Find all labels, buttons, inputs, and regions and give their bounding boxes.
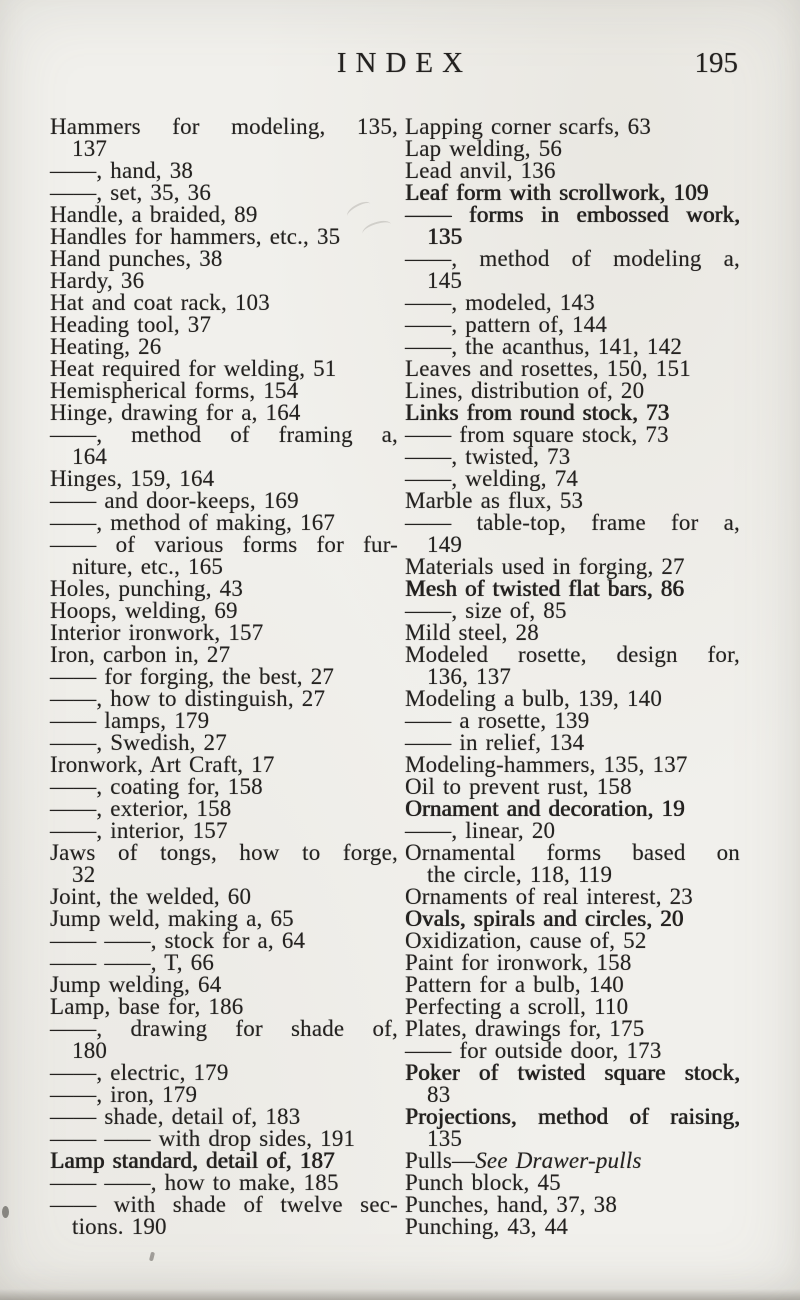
index-entry-line bbox=[50, 226, 398, 248]
index-entry-text: Lead anvil, 136 bbox=[405, 158, 556, 183]
index-entry-line bbox=[405, 886, 740, 908]
index-entry-line bbox=[50, 512, 398, 534]
index-entry-text: Marble as flux, 53 bbox=[405, 488, 584, 513]
page-number: 195 bbox=[694, 47, 738, 79]
index-entry-text: Heating, 26 bbox=[50, 334, 162, 359]
index-entry-line bbox=[50, 1128, 398, 1150]
index-entry-text: Oil to prevent rust, 158 bbox=[405, 774, 632, 799]
index-entry-line bbox=[50, 1150, 398, 1172]
index-entry-text: ——, iron, 179 bbox=[50, 1082, 198, 1107]
index-entry-text: 149 bbox=[427, 532, 463, 557]
index-entry-text: —— forms in embossed work, bbox=[405, 202, 740, 227]
index-entry-line bbox=[50, 688, 398, 710]
index-entry-line bbox=[405, 996, 740, 1018]
index-entry-text: Mesh of twisted flat bars, 86 bbox=[405, 576, 684, 601]
scan-speckle bbox=[149, 1252, 155, 1262]
page-header bbox=[0, 0, 800, 80]
index-entry-text: ——, method of framing a, bbox=[50, 422, 398, 447]
index-entry-line bbox=[405, 468, 740, 490]
index-entry-line bbox=[405, 1216, 740, 1238]
index-entry-text: —— table-top, frame for a, bbox=[405, 510, 740, 535]
index-entry-line bbox=[405, 314, 740, 336]
index-entry-line bbox=[50, 1106, 398, 1128]
index-entry-line bbox=[50, 292, 398, 314]
index-entry-line bbox=[405, 732, 740, 754]
index-entry-line bbox=[50, 1194, 398, 1216]
index-entry-line bbox=[50, 666, 398, 688]
index-entry-line bbox=[405, 292, 740, 314]
index-entry-text: Modeling-hammers, 135, 137 bbox=[405, 752, 688, 777]
index-entry-line bbox=[405, 776, 740, 798]
index-entry-line bbox=[50, 358, 398, 380]
index-entry-line bbox=[50, 908, 398, 930]
index-entry-line bbox=[50, 446, 398, 468]
index-entry-text: Leaves and rosettes, 150, 151 bbox=[405, 356, 691, 381]
index-entry-text: 136, 137 bbox=[427, 664, 512, 689]
index-entry-line bbox=[50, 182, 398, 204]
index-entry-line bbox=[50, 798, 398, 820]
index-entry-line bbox=[405, 1150, 740, 1172]
index-entry-line bbox=[405, 1040, 740, 1062]
index-entry-text: —— for outside door, 173 bbox=[405, 1038, 662, 1063]
index-entry-text: Hand punches, 38 bbox=[50, 246, 223, 271]
index-entry-text: Lamp, base for, 186 bbox=[50, 994, 244, 1019]
index-columns bbox=[0, 116, 800, 1238]
index-entry-line bbox=[50, 952, 398, 974]
index-entry-text: 32 bbox=[72, 862, 96, 887]
index-entry-text: Materials used in forging, 27 bbox=[405, 554, 685, 579]
index-entry-line bbox=[50, 336, 398, 358]
index-entry-line bbox=[50, 204, 398, 226]
index-entry-text: ——, interior, 157 bbox=[50, 818, 228, 843]
index-entry-line bbox=[50, 622, 398, 644]
index-entry-line bbox=[405, 600, 740, 622]
page-title: INDEX bbox=[336, 47, 473, 79]
index-entry-text: Hinges, 159, 164 bbox=[50, 466, 215, 491]
index-entry-text: ——, size of, 85 bbox=[405, 598, 567, 623]
index-entry-text: Iron, carbon in, 27 bbox=[50, 642, 231, 667]
index-entry-text: Modeled rosette, design for, bbox=[405, 642, 740, 667]
index-entry-line bbox=[50, 886, 398, 908]
index-entry-text: niture, etc., 165 bbox=[72, 554, 224, 579]
index-entry-text: 145 bbox=[427, 268, 463, 293]
index-entry-line bbox=[405, 490, 740, 512]
index-entry-text: Mild steel, 28 bbox=[405, 620, 539, 645]
scan-bottom-edge bbox=[0, 1289, 800, 1300]
index-entry-text: ——, twisted, 73 bbox=[405, 444, 571, 469]
index-entry-text: ——, how to distinguish, 27 bbox=[50, 686, 326, 711]
index-entry-text: Handles for hammers, etc., 35 bbox=[50, 224, 341, 249]
index-entry-line bbox=[405, 842, 740, 864]
index-entry-text: Ornamental forms based on bbox=[405, 840, 740, 865]
index-entry-line bbox=[50, 600, 398, 622]
index-entry-line bbox=[50, 270, 398, 292]
index-entry-line bbox=[50, 1040, 398, 1062]
index-entry-text: —— ——, T, 66 bbox=[50, 950, 215, 975]
index-entry-line bbox=[50, 248, 398, 270]
index-entry-text: ——, exterior, 158 bbox=[50, 796, 232, 821]
index-entry-text: Joint, the welded, 60 bbox=[50, 884, 252, 909]
index-entry-text: Heading tool, 37 bbox=[50, 312, 212, 337]
index-entry-text: 164 bbox=[72, 444, 108, 469]
index-entry-line bbox=[50, 776, 398, 798]
index-entry-text: Leaf form with scrollwork, 109 bbox=[405, 180, 709, 205]
index-entry-line bbox=[50, 138, 398, 160]
index-entry-text: ——, linear, 20 bbox=[405, 818, 556, 843]
index-entry-line bbox=[405, 270, 740, 292]
index-entry-line bbox=[405, 622, 740, 644]
index-entry-line bbox=[405, 798, 740, 820]
index-entry-line bbox=[50, 116, 398, 138]
index-entry-line bbox=[405, 204, 740, 226]
index-entry-text: Hinge, drawing for a, 164 bbox=[50, 400, 301, 425]
index-entry-text: Hat and coat rack, 103 bbox=[50, 290, 270, 315]
index-entry-text: ——, coating for, 158 bbox=[50, 774, 263, 799]
index-entry-text: —— ——, stock for a, 64 bbox=[50, 928, 306, 953]
index-entry-line bbox=[405, 578, 740, 600]
index-entry-line bbox=[405, 512, 740, 534]
index-entry-text: Pulls— bbox=[405, 1148, 476, 1173]
index-entry-line bbox=[405, 974, 740, 996]
index-entry-line bbox=[405, 864, 740, 886]
index-entry-line bbox=[405, 336, 740, 358]
index-entry-line bbox=[50, 1062, 398, 1084]
index-entry-text: ——, electric, 179 bbox=[50, 1060, 229, 1085]
index-entry-text: ——, Swedish, 27 bbox=[50, 730, 227, 755]
index-entry-text: Ovals, spirals and circles, 20 bbox=[405, 906, 684, 931]
index-entry-line bbox=[50, 1084, 398, 1106]
index-entry-text: —— of various forms for fur- bbox=[50, 532, 398, 557]
index-entry-text: Oxidization, cause of, 52 bbox=[405, 928, 647, 953]
index-entry-text: ——, pattern of, 144 bbox=[405, 312, 608, 337]
index-entry-line bbox=[50, 974, 398, 996]
index-column-left bbox=[50, 116, 398, 1238]
index-entry-text: —— ——, how to make, 185 bbox=[50, 1170, 339, 1195]
index-entry-text: ——, drawing for shade of, bbox=[50, 1016, 398, 1041]
index-entry-line bbox=[50, 842, 398, 864]
index-entry-text: Lines, distribution of, 20 bbox=[405, 378, 645, 403]
index-entry-text: 137 bbox=[72, 136, 108, 161]
index-entry-text: Ornaments of real interest, 23 bbox=[405, 884, 693, 909]
index-entry-line bbox=[405, 1172, 740, 1194]
index-entry-text: Jaws of tongs, how to forge, bbox=[50, 840, 398, 865]
index-entry-text: —— shade, detail of, 183 bbox=[50, 1104, 301, 1129]
index-entry-text: Punch block, 45 bbox=[405, 1170, 561, 1195]
index-entry-line bbox=[405, 908, 740, 930]
index-entry-line bbox=[405, 1062, 740, 1084]
index-entry-text: Hoops, welding, 69 bbox=[50, 598, 238, 623]
index-entry-text: —— from square stock, 73 bbox=[405, 422, 669, 447]
index-entry-text: ——, modeled, 143 bbox=[405, 290, 595, 315]
index-entry-line bbox=[50, 864, 398, 886]
index-entry-text: ——, method of modeling a, bbox=[405, 246, 740, 271]
index-entry-text: tions. 190 bbox=[72, 1214, 167, 1239]
index-entry-line bbox=[50, 930, 398, 952]
index-entry-line bbox=[405, 380, 740, 402]
index-entry-line bbox=[50, 380, 398, 402]
index-entry-line bbox=[405, 952, 740, 974]
index-entry-text: —— in relief, 134 bbox=[405, 730, 585, 755]
index-entry-text: Jump weld, making a, 65 bbox=[50, 906, 294, 931]
index-entry-line bbox=[405, 644, 740, 666]
scan-speckle bbox=[2, 1206, 9, 1218]
index-entry-line bbox=[405, 1106, 740, 1128]
index-entry-text: Hardy, 36 bbox=[50, 268, 145, 293]
index-entry-text: Interior ironwork, 157 bbox=[50, 620, 264, 645]
index-entry-line bbox=[50, 1216, 398, 1238]
index-entry-text: Punches, hand, 37, 38 bbox=[405, 1192, 618, 1217]
index-entry-line bbox=[405, 160, 740, 182]
index-entry-line bbox=[50, 732, 398, 754]
index-entry-text: —— lamps, 179 bbox=[50, 708, 210, 733]
index-entry-text: ——, the acanthus, 141, 142 bbox=[405, 334, 683, 359]
index-entry-text: Holes, punching, 43 bbox=[50, 576, 244, 601]
index-entry-text: Jump welding, 64 bbox=[50, 972, 222, 997]
index-entry-line bbox=[50, 424, 398, 446]
index-entry-line bbox=[50, 710, 398, 732]
index-entry-text: the circle, 118, 119 bbox=[427, 862, 613, 887]
index-entry-text: Ornament and decoration, 19 bbox=[405, 796, 685, 821]
index-entry-text: 180 bbox=[72, 1038, 108, 1063]
index-entry-line bbox=[405, 820, 740, 842]
index-entry-text: 135 bbox=[427, 224, 463, 249]
index-entry-line bbox=[50, 1018, 398, 1040]
index-entry-line bbox=[50, 996, 398, 1018]
index-entry-text: Ironwork, Art Craft, 17 bbox=[50, 752, 275, 777]
index-entry-line bbox=[405, 424, 740, 446]
index-entry-text: Hemispherical forms, 154 bbox=[50, 378, 299, 403]
index-entry-text: —— with shade of twelve sec- bbox=[50, 1192, 398, 1217]
index-entry-line bbox=[405, 754, 740, 776]
index-entry-text: Modeling a bulb, 139, 140 bbox=[405, 686, 663, 711]
index-entry-line bbox=[405, 1128, 740, 1150]
index-entry-line bbox=[50, 556, 398, 578]
index-entry-text: —— a rosette, 139 bbox=[405, 708, 590, 733]
index-entry-text: ——, hand, 38 bbox=[50, 158, 194, 183]
index-entry-line bbox=[405, 930, 740, 952]
index-entry-text: Pattern for a bulb, 140 bbox=[405, 972, 624, 997]
index-entry-text: Lamp standard, detail of, 187 bbox=[50, 1148, 335, 1173]
index-entry-text: Heat required for welding, 51 bbox=[50, 356, 337, 381]
index-entry-line bbox=[405, 666, 740, 688]
index-entry-text: Poker of twisted square stock, bbox=[405, 1060, 740, 1085]
index-entry-line bbox=[405, 402, 740, 424]
index-entry-line bbox=[405, 138, 740, 160]
index-column-right bbox=[405, 116, 740, 1238]
index-entry-text: Perfecting a scroll, 110 bbox=[405, 994, 629, 1019]
index-entry-text: Paint for ironwork, 158 bbox=[405, 950, 632, 975]
index-entry-line bbox=[405, 248, 740, 270]
index-entry-line bbox=[50, 314, 398, 336]
index-entry-text: 135 bbox=[427, 1126, 463, 1151]
index-entry-line bbox=[405, 182, 740, 204]
index-entry-text: —— for forging, the best, 27 bbox=[50, 664, 335, 689]
index-entry-line bbox=[405, 1018, 740, 1040]
index-entry-line bbox=[405, 226, 740, 248]
index-entry-line bbox=[50, 468, 398, 490]
index-entry-line bbox=[405, 446, 740, 468]
index-entry-line bbox=[405, 710, 740, 732]
index-entry-text: ——, welding, 74 bbox=[405, 466, 579, 491]
index-entry-text: ——, method of making, 167 bbox=[50, 510, 336, 535]
index-entry-text: Projections, method of raising, bbox=[405, 1104, 740, 1129]
index-entry-text: 83 bbox=[427, 1082, 451, 1107]
index-entry-text: Punching, 43, 44 bbox=[405, 1214, 569, 1239]
index-entry-line bbox=[50, 754, 398, 776]
index-entry-line bbox=[50, 578, 398, 600]
index-entry-text: Lapping corner scarfs, 63 bbox=[405, 114, 652, 139]
index-entry-text: —— and door-keeps, 169 bbox=[50, 488, 299, 513]
index-entry-text: —— —— with drop sides, 191 bbox=[50, 1126, 356, 1151]
index-entry-line bbox=[50, 1172, 398, 1194]
index-entry-text: Lap welding, 56 bbox=[405, 136, 563, 161]
index-entry-line bbox=[405, 534, 740, 556]
index-entry-line bbox=[405, 1084, 740, 1106]
index-entry-text: Handle, a braided, 89 bbox=[50, 202, 258, 227]
index-entry-text: ——, set, 35, 36 bbox=[50, 180, 212, 205]
index-entry-cross-reference: See Drawer-pulls bbox=[475, 1148, 642, 1173]
index-entry-line bbox=[50, 402, 398, 424]
index-entry-line bbox=[50, 160, 398, 182]
index-entry-line bbox=[50, 820, 398, 842]
index-entry-line bbox=[405, 688, 740, 710]
index-entry-line bbox=[405, 116, 740, 138]
index-entry-text: Links from round stock, 73 bbox=[405, 400, 670, 425]
index-entry-line bbox=[405, 556, 740, 578]
index-entry-line bbox=[50, 644, 398, 666]
index-entry-text: Hammers for modeling, 135, bbox=[50, 114, 398, 139]
index-entry-line bbox=[50, 490, 398, 512]
index-entry-line bbox=[405, 358, 740, 380]
index-entry-line bbox=[50, 534, 398, 556]
index-entry-line bbox=[405, 1194, 740, 1216]
index-entry-text: Plates, drawings for, 175 bbox=[405, 1016, 645, 1041]
